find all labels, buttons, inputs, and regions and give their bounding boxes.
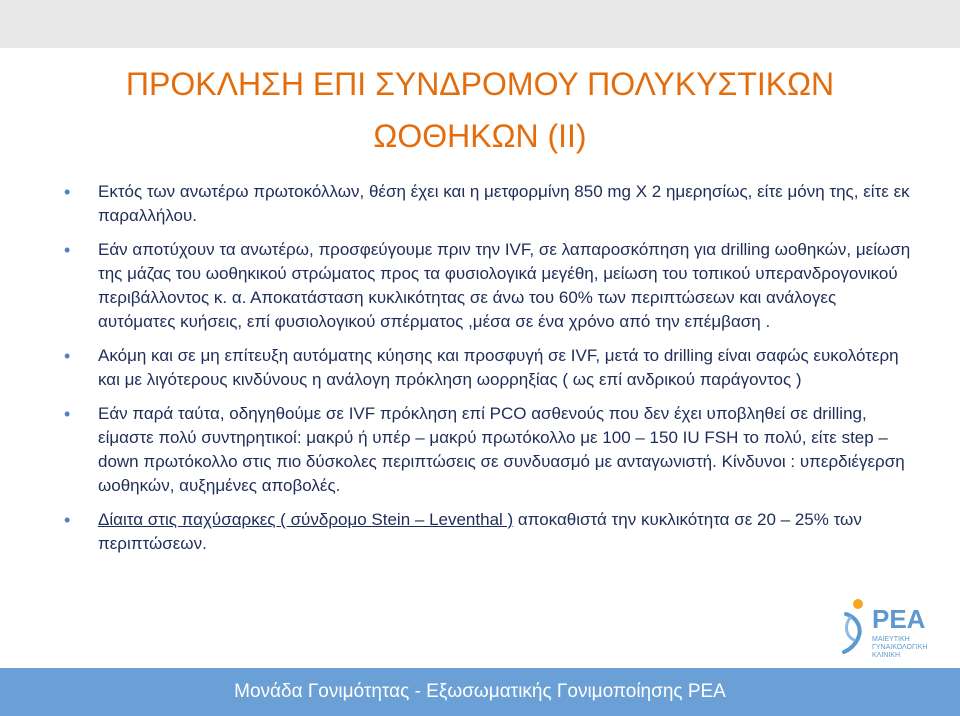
bullet-item-3: • Ακόμη και σε μη επίτευξη αυτόματης κύησης και προσφυγή σε IVF, μετά το drilling είναι σαφώς ευκολότερη και με λιγότερους κινδύνους η ανάλογη πρόκληση ωορρηξίας ( ως επί ανδρικού παράγοντος ) bbox=[64, 344, 916, 392]
slide-title-line-1: ΠΡΟΚΛΗΣΗ ΕΠΙ ΣΥΝΔΡΟΜΟΥ ΠΟΛΥΚΥΣΤΙΚΩΝ bbox=[125, 66, 835, 102]
rea-logo-icon bbox=[840, 596, 870, 654]
bullet-item-5-rest: αποκαθιστά την κυκλικότητα σε 20 – 25% των περιπτώσεων. bbox=[98, 510, 862, 553]
footer-bar bbox=[0, 668, 960, 716]
clinic-logo bbox=[840, 596, 950, 658]
slide-title bbox=[40, 58, 920, 162]
bullet-item-5 bbox=[64, 508, 916, 556]
logo-subtitle: ΜΑΙΕΥΤΙΚΗ ΓΥΝΑΙΚΟΛΟΓΙΚΗ ΚΛΙΝΙΚΗ bbox=[872, 636, 928, 659]
footer-text: Μονάδα Γονιμότητας - Εξωσωματικής Γονιμοποίησης ΡΕΑ bbox=[234, 681, 726, 702]
bullet-item-4: • Εάν παρά ταύτα, οδηγηθούμε σε IVF πρόκληση επί PCO ασθενούς που δεν έχει υποβληθεί σε drilling, είμαστε πολύ συντηρητικοί: μακρύ ή υπέρ – μακρύ πρωτόκολλο με 100 – 150 IU FSH το πολύ, είτε step – down πρωτόκολλο στις πιο δύσκολες περιπτώσεις σε συνδυασμό με ανταγωνιστή. Κίνδυνοι : υπερδιέγερση ωοθηκών, αυξημένες αποβολές. bbox=[64, 402, 916, 498]
bullet-item-5-underlined: Δίαιτα στις παχύσαρκες ( σύνδρομο Stein – Leventhal ) bbox=[98, 510, 514, 529]
bullet-item-1: • Εκτός των ανωτέρω πρωτοκόλλων, θέση έχει και η μετφορμίνη 850 mg Χ 2 ημερησίως, είτε μόνη της, είτε εκ παραλλήλου. bbox=[64, 180, 916, 228]
top-band bbox=[0, 0, 960, 48]
bullet-item-2: • Εάν αποτύχουν τα ανωτέρω, προσφεύγουμε πριν την IVF, σε λαπαροσκόπηση για drilling ωοθηκών, μείωση της μάζας του ωοθηκικού στρώματος προς τα φυσιολογικά μεγέθη, μείωση του τοπικού υπερανδρογονικού περιβάλλοντος κ. α. Αποκατάσταση κυκλικότητας σε άνω του 60% των περιπτώσεων και ανάλογες αυτόματες κυήσεις, επί φυσιολογικού σπέρματος ,μέσα σε ένα χρόνο από την επέμβαση . bbox=[64, 238, 916, 334]
logo-name: ΡΕΑ bbox=[872, 604, 926, 634]
bullet-list bbox=[64, 180, 916, 566]
slide-title-line-2: ΩΟΘΗΚΩΝ (ΙΙ) bbox=[373, 118, 587, 154]
